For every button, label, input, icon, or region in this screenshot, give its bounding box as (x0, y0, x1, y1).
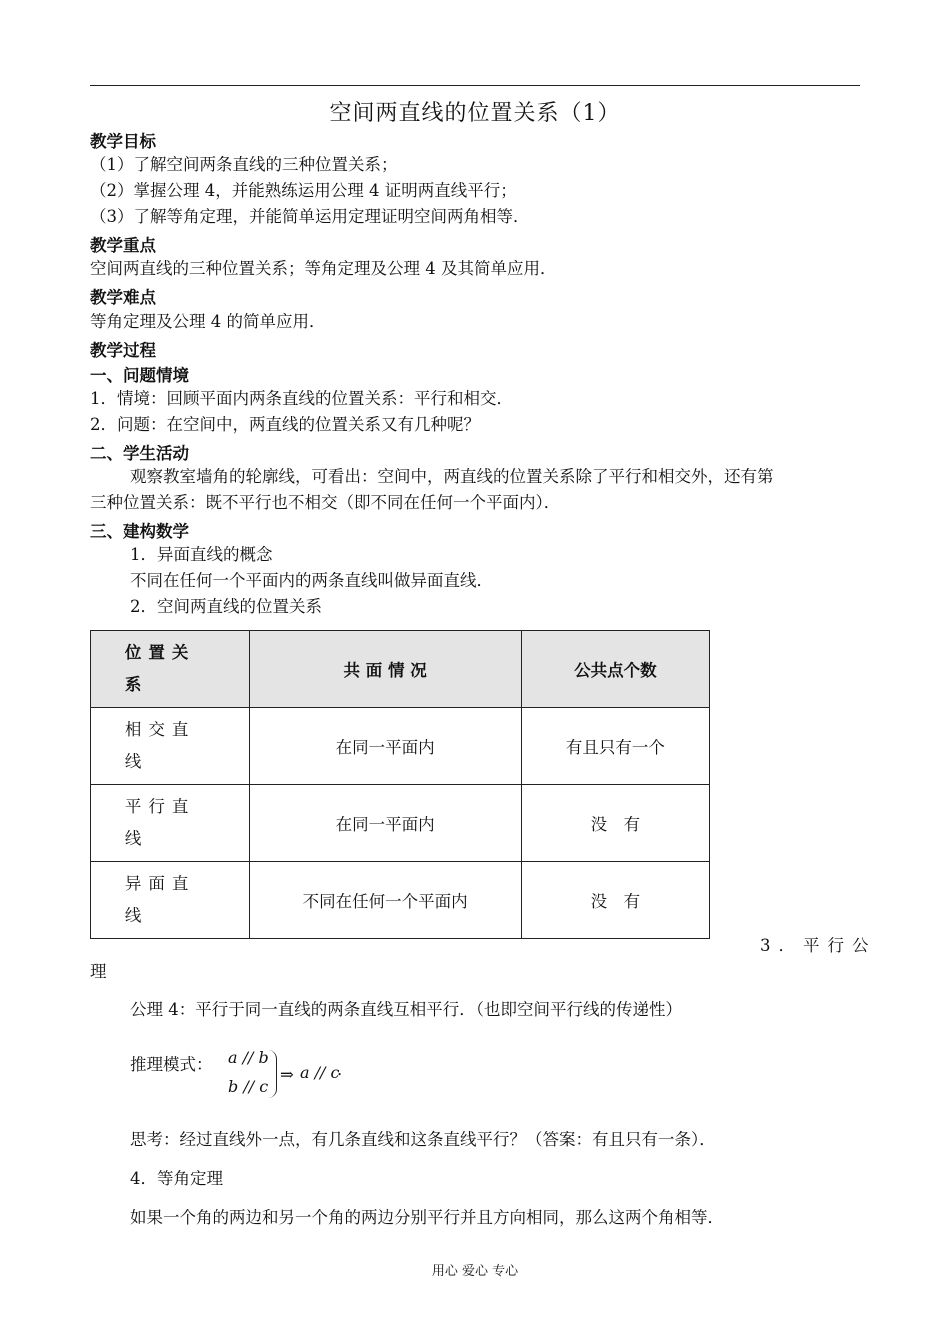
table-cell (91, 785, 250, 862)
objectives-heading: 教学目标 (90, 132, 156, 151)
table-cell: 在同一平面内 (249, 708, 521, 785)
page-title: 空间两直线的位置关系（1） (329, 101, 621, 126)
equal-angle-theorem: 如果一个角的两边和另一个角的两边分别平行并且方向相同，那么这两个角相等． (130, 1208, 724, 1227)
key-points-text: 空间两直线的三种位置关系；等角定理及公理 4 及其简单应用． (90, 259, 557, 278)
table-header-cell (91, 631, 250, 708)
table-cell: 没 有 (521, 862, 709, 939)
table-header-cell: 共 面 情 况 (249, 631, 521, 708)
right-brace (268, 1050, 277, 1098)
axiom-4: 公理 4：平行于同一直线的两条直线互相平行．（也即空间平行线的传递性） (130, 1000, 682, 1019)
relation-table (90, 630, 710, 939)
table-cell (91, 708, 250, 785)
objective-item: （3）了解等角定理，并能简单运用定理证明空间两角相等． (90, 207, 530, 226)
objective-item: （1）了解空间两条直线的三种位置关系； (90, 155, 398, 174)
row-label: 平行直线 (124, 797, 196, 848)
section1-heading: 一、问题情境 (90, 366, 189, 385)
think-question: 思考：经过直线外一点，有几条直线和这条直线平行？（答案：有且只有一条）． (130, 1130, 716, 1149)
conclusion-period: ． (337, 1060, 354, 1079)
row-label: 异面直线 (124, 874, 196, 925)
table-cell: 不同在任何一个平面内 (249, 862, 521, 939)
header-rule (90, 85, 860, 86)
row-label: 相交直线 (124, 720, 196, 771)
table-row (91, 862, 710, 939)
table-header-row (91, 631, 710, 708)
header-position: 位置关系 (124, 643, 196, 694)
section3-item2: 2．空间两直线的位置关系 (130, 597, 322, 616)
premise-2: b // c (228, 1077, 269, 1096)
section4-item3-part2: 理 (90, 962, 107, 981)
inference-label: 推理模式： (130, 1055, 213, 1074)
section3-heading: 三、建构数学 (90, 522, 189, 541)
section3-item1-text: 不同在任何一个平面内的两条直线叫做异面直线． (130, 571, 493, 590)
section1-item: 2．问题：在空间中，两直线的位置关系又有几种呢？ (90, 415, 480, 434)
table-row (91, 785, 710, 862)
difficulties-text: 等角定理及公理 4 的简单应用． (90, 312, 326, 331)
objective-item: （2）掌握公理 4，并能熟练运用公理 4 证明两直线平行； (90, 181, 517, 200)
table-header-cell: 公共点个数 (521, 631, 709, 708)
process-heading: 教学过程 (90, 341, 156, 360)
conclusion: a // c (300, 1063, 340, 1082)
section2-paragraph-line2: 三种位置关系：既不平行也不相交（即不同在任何一个平面内）． (90, 493, 561, 512)
section3-item1: 1．异面直线的概念 (130, 545, 273, 564)
table-cell: 在同一平面内 (249, 785, 521, 862)
key-points-heading: 教学重点 (90, 236, 156, 255)
table-cell (91, 862, 250, 939)
page-footer: 用心 爱心 专心 (431, 1264, 519, 1279)
table-cell: 有且只有一个 (521, 708, 709, 785)
table-cell: 没 有 (521, 785, 709, 862)
difficulties-heading: 教学难点 (90, 288, 156, 307)
section4-item3-part1: 3．平行公 (760, 936, 877, 955)
section1-item: 1．情境：回顾平面内两条直线的位置关系：平行和相交． (90, 389, 513, 408)
table-row (91, 708, 710, 785)
premise-1: a // b (228, 1048, 269, 1067)
section2-paragraph-line1: 观察教室墙角的轮廓线，可看出：空间中，两直线的位置关系除了平行和相交外，还有第 (130, 467, 774, 486)
section4-item4: 4．等角定理 (130, 1169, 223, 1188)
section2-heading: 二、学生活动 (90, 444, 189, 463)
implies-symbol: ⇒ (280, 1065, 294, 1084)
